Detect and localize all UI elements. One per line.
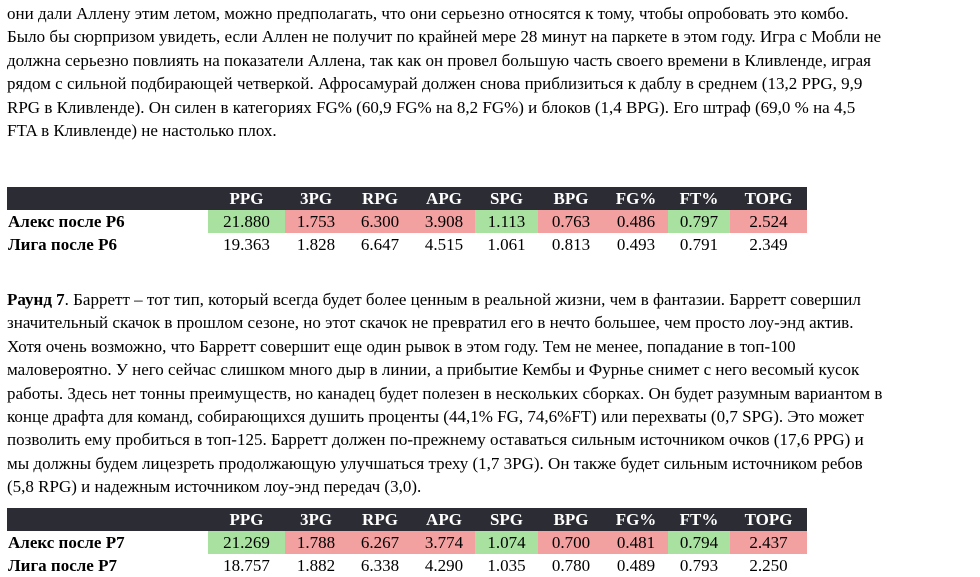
table-row-league	[7, 233, 807, 256]
header-topg: TOPG	[730, 508, 807, 531]
cell-topg: 2.349	[730, 233, 807, 256]
text-line: рядом с сильной подбирающей четверкой. Афросамурай должен снова приблизиться к даблу в среднем (13,2 PPG, 9,9	[7, 74, 863, 94]
cell-fg-pct: 0.489	[604, 554, 668, 577]
cell-bpg: 0.763	[538, 210, 604, 233]
header-3pg: 3PG	[285, 187, 347, 210]
cell-spg: 1.113	[475, 210, 538, 233]
cell-ppg: 21.269	[208, 531, 285, 554]
table-row-alex	[7, 531, 807, 554]
text-line: Хотя очень возможно, что Барретт совершит еще один рывок в этом году. Тем не менее, попадание в топ-100	[7, 336, 796, 356]
text-line: конце драфта для команд, собирающихся душить проценты (44,1% FG, 74,6%FT) или перехваты (0,7 SPG). Это может	[7, 407, 864, 427]
stats-table-round7	[7, 508, 807, 577]
header-ppg: PPG	[208, 508, 285, 531]
cell-ft-pct: 0.797	[668, 210, 730, 233]
stats-table-round6	[7, 187, 807, 256]
paragraph-allen	[7, 2, 977, 142]
text-line: Было бы сюрпризом увидеть, если Аллен не получит по крайней мере 28 минут на паркете в этом году. Игра с Мобли не	[7, 27, 882, 47]
cell-topg: 2.437	[730, 531, 807, 554]
text-line: маловероятно. У него сейчас слишком много дыр в линии, а прибытие Кембы и Фурнье снимет с него весомый кусок	[7, 360, 860, 380]
cell-spg: 1.061	[475, 233, 538, 256]
text-line: мы должны будем лицезреть продолжающую улучшаться треху (1,7 3PG). Он также будет сильным источником ребов	[7, 453, 863, 473]
text-line: они дали Аллену этим летом, можно предполагать, что они серьезно относятся к тому, чтобы опробовать это комбо.	[7, 4, 849, 23]
cell-apg: 3.774	[413, 531, 475, 554]
text-line: работы. Здесь нет тонны преимуществ, но канадец будет полезен в нескольких сборках. Он будет разумным вариантом в	[7, 383, 883, 403]
cell-ppg: 18.757	[208, 554, 285, 577]
row-label: Алекс после Р6	[8, 211, 125, 231]
cell-ft-pct: 0.793	[668, 554, 730, 577]
header-blank-cell	[7, 508, 208, 531]
cell-3pg: 1.753	[285, 210, 347, 233]
header-3pg: 3PG	[285, 508, 347, 531]
header-fg-pct: FG%	[604, 187, 668, 210]
cell-rpg: 6.300	[347, 210, 413, 233]
table-row-alex	[7, 210, 807, 233]
cell-bpg: 0.700	[538, 531, 604, 554]
round-heading: Раунд 7	[7, 290, 65, 309]
cell-spg: 1.035	[475, 554, 538, 577]
header-rpg: RPG	[347, 187, 413, 210]
row-label: Лига после Р7	[7, 554, 208, 577]
cell-ft-pct: 0.791	[668, 233, 730, 256]
header-ft-pct: FT%	[668, 187, 730, 210]
cell-rpg: 6.267	[347, 531, 413, 554]
table-row-league	[7, 554, 807, 577]
cell-3pg: 1.882	[285, 554, 347, 577]
cell-ppg: 21.880	[208, 210, 285, 233]
cell-rpg: 6.338	[347, 554, 413, 577]
table-header-row	[7, 508, 807, 531]
header-blank-cell	[7, 187, 208, 210]
header-topg: TOPG	[730, 187, 807, 210]
cell-apg: 4.290	[413, 554, 475, 577]
text-fragment: . Барретт – тот тип, который всегда будет более ценным в реальной жизни, чем в фантазии. Барретт совершил	[64, 290, 861, 309]
text-line: значительный скачок в прошлом сезоне, но этот скачок не превратил его в нечто большее, чем просто лоу-энд актив.	[7, 313, 854, 333]
cell-fg-pct: 0.486	[604, 210, 668, 233]
cell-spg: 1.074	[475, 531, 538, 554]
text-line: должна серьезно повлиять на показатели Аллена, так как он провел большую часть своего времени в Кливленде, играя	[7, 50, 872, 70]
cell-3pg: 1.828	[285, 233, 347, 256]
cell-ft-pct: 0.794	[668, 531, 730, 554]
header-bpg: BPG	[538, 187, 604, 210]
cell-topg: 2.250	[730, 554, 807, 577]
text-line: RPG в Кливленде). Он силен в категориях FG% (60,9 FG% на 8,2 FG%) и блоков (1,4 BPG). Его штраф (69,0 % на 4,5	[7, 97, 856, 117]
cell-fg-pct: 0.481	[604, 531, 668, 554]
row-label: Алекс после Р7	[8, 532, 125, 552]
header-apg: APG	[413, 187, 475, 210]
header-ppg: PPG	[208, 187, 285, 210]
cell-rpg: 6.647	[347, 233, 413, 256]
row-label: Лига после Р6	[7, 233, 208, 256]
paragraph-barrett	[7, 288, 977, 499]
table-header-row	[7, 187, 807, 210]
text-line: FTA в Кливленде) не настолько плох.	[7, 121, 277, 141]
header-ft-pct: FT%	[668, 508, 730, 531]
cell-apg: 4.515	[413, 233, 475, 256]
header-fg-pct: FG%	[604, 508, 668, 531]
cell-bpg: 0.780	[538, 554, 604, 577]
header-rpg: RPG	[347, 508, 413, 531]
cell-topg: 2.524	[730, 210, 807, 233]
text-line	[7, 288, 977, 311]
header-bpg: BPG	[538, 508, 604, 531]
header-spg: SPG	[475, 508, 538, 531]
cell-fg-pct: 0.493	[604, 233, 668, 256]
text-line: позволить ему пробиться в топ-125. Барретт должен по-прежнему оставаться сильным источником очков (17,6 PPG) и	[7, 430, 864, 450]
cell-bpg: 0.813	[538, 233, 604, 256]
cell-3pg: 1.788	[285, 531, 347, 554]
text-line: (5,8 RPG) и надежным источником лоу-энд передач (3,0).	[7, 477, 422, 497]
cell-apg: 3.908	[413, 210, 475, 233]
cell-ppg: 19.363	[208, 233, 285, 256]
header-apg: APG	[413, 508, 475, 531]
header-spg: SPG	[475, 187, 538, 210]
